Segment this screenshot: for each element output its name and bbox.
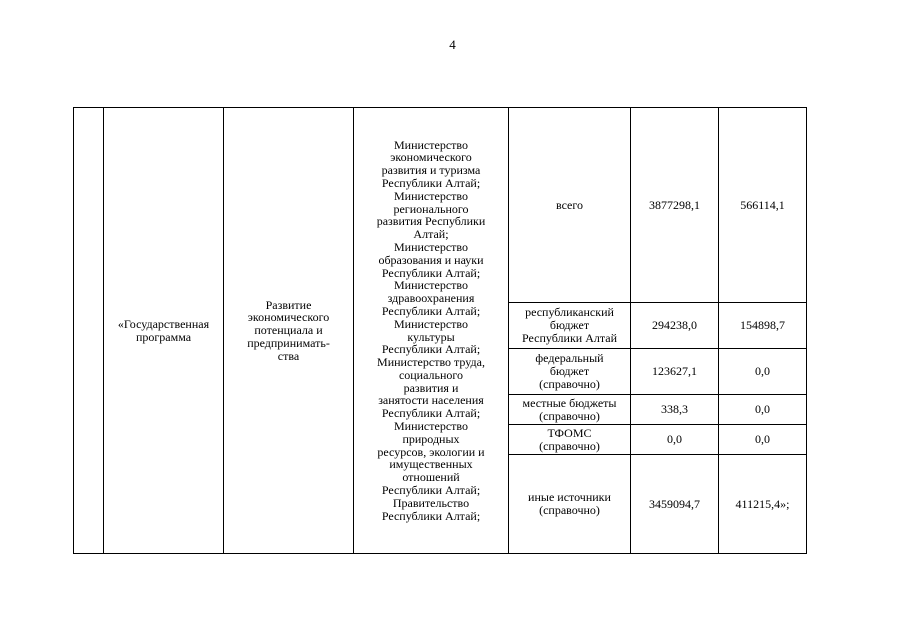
funding-source-line: ТФОМС <box>547 425 592 440</box>
responsible-line: Министерство труда, <box>377 355 485 370</box>
funding-source-cell <box>509 303 631 349</box>
responsible-line: имущественных <box>389 457 473 472</box>
responsible-line: Республики Алтай; <box>381 508 481 523</box>
goal-line: ства <box>277 348 300 363</box>
responsible-cell <box>354 108 509 554</box>
responsible-line: Министерство <box>394 188 468 203</box>
funding-year-cell: 411215,4»; <box>719 455 807 554</box>
responsible-line: Министерство <box>394 316 468 331</box>
responsible-line: развития и туризма <box>381 163 481 178</box>
program-table <box>73 107 807 554</box>
goal-line: предпринимать- <box>247 335 330 350</box>
responsible-line: Республики Алтай; <box>381 265 481 280</box>
funding-source-line: иные источники <box>528 490 611 505</box>
funding-source-cell <box>509 455 631 554</box>
funding-source-line: федеральный <box>535 351 604 366</box>
responsible-line: Министерство <box>394 419 468 434</box>
responsible-line: развития и <box>403 380 459 395</box>
responsible-line: Республики Алтай; <box>381 483 481 498</box>
goal-line: Развитие <box>265 297 312 312</box>
funding-total-cell: 3877298,1 <box>631 108 719 303</box>
number-cell <box>74 108 104 554</box>
funding-source-cell <box>509 425 631 455</box>
funding-source-cell <box>509 349 631 395</box>
responsible-line: Правительство <box>392 495 470 510</box>
funding-source-line: (справочно) <box>539 408 600 423</box>
funding-source-line: республиканский <box>525 305 614 320</box>
responsible-line: Республики Алтай; <box>381 342 481 357</box>
funding-source-line: местные бюджеты <box>522 395 617 410</box>
funding-total-cell: 0,0 <box>631 425 719 455</box>
funding-total-cell: 3459094,7 <box>631 455 719 554</box>
funding-total-cell: 123627,1 <box>631 349 719 395</box>
goal-line: экономического <box>247 310 330 325</box>
funding-source-line: (справочно) <box>539 376 600 391</box>
funding-source-line: Республики Алтай <box>522 330 617 345</box>
funding-year-cell: 154898,7 <box>719 303 807 349</box>
responsible-line: занятости населения <box>378 393 484 408</box>
responsible-line: Министерство <box>394 278 468 293</box>
responsible-line: Республики Алтай; <box>381 406 481 421</box>
funding-source-line: бюджет <box>549 318 590 333</box>
funding-total-cell: 338,3 <box>631 395 719 425</box>
funding-year-cell: 0,0 <box>719 349 807 395</box>
responsible-line: регионального <box>393 201 469 216</box>
funding-source-line: всего <box>555 197 584 212</box>
responsible-line: экономического <box>390 150 472 165</box>
funding-source-line: бюджет <box>549 364 590 379</box>
responsible-line: Республики Алтай; <box>381 175 481 190</box>
responsible-line: отношений <box>402 470 460 485</box>
goal-line: потенциала и <box>254 323 323 338</box>
responsible-line: здравоохранения <box>387 291 475 306</box>
status-line: «Государственная <box>117 316 210 331</box>
responsible-line: Республики Алтай; <box>381 303 481 318</box>
goal-cell <box>224 108 354 554</box>
funding-year-cell: 0,0 <box>719 425 807 455</box>
responsible-line: Министерство <box>394 137 468 152</box>
funding-total-cell: 294238,0 <box>631 303 719 349</box>
responsible-line: развития Республики <box>376 214 486 229</box>
responsible-line: культуры <box>407 329 455 344</box>
funding-source-cell <box>509 395 631 425</box>
responsible-line: образования и науки <box>378 252 484 267</box>
responsible-line: ресурсов, экологии и <box>377 444 485 459</box>
funding-year-cell: 566114,1 <box>719 108 807 303</box>
funding-year-cell: 0,0 <box>719 395 807 425</box>
funding-source-line: (справочно) <box>539 438 600 453</box>
responsible-line: природных <box>402 431 460 446</box>
table-row <box>74 108 807 303</box>
responsible-line: Алтай; <box>413 227 449 242</box>
status-cell <box>104 108 224 554</box>
page-number: 4 <box>449 37 456 52</box>
status-line: программа <box>135 329 192 344</box>
responsible-line: социального <box>398 367 464 382</box>
funding-source-line: (справочно) <box>539 503 600 517</box>
funding-source-cell <box>509 108 631 303</box>
responsible-line: Министерство <box>394 239 468 254</box>
